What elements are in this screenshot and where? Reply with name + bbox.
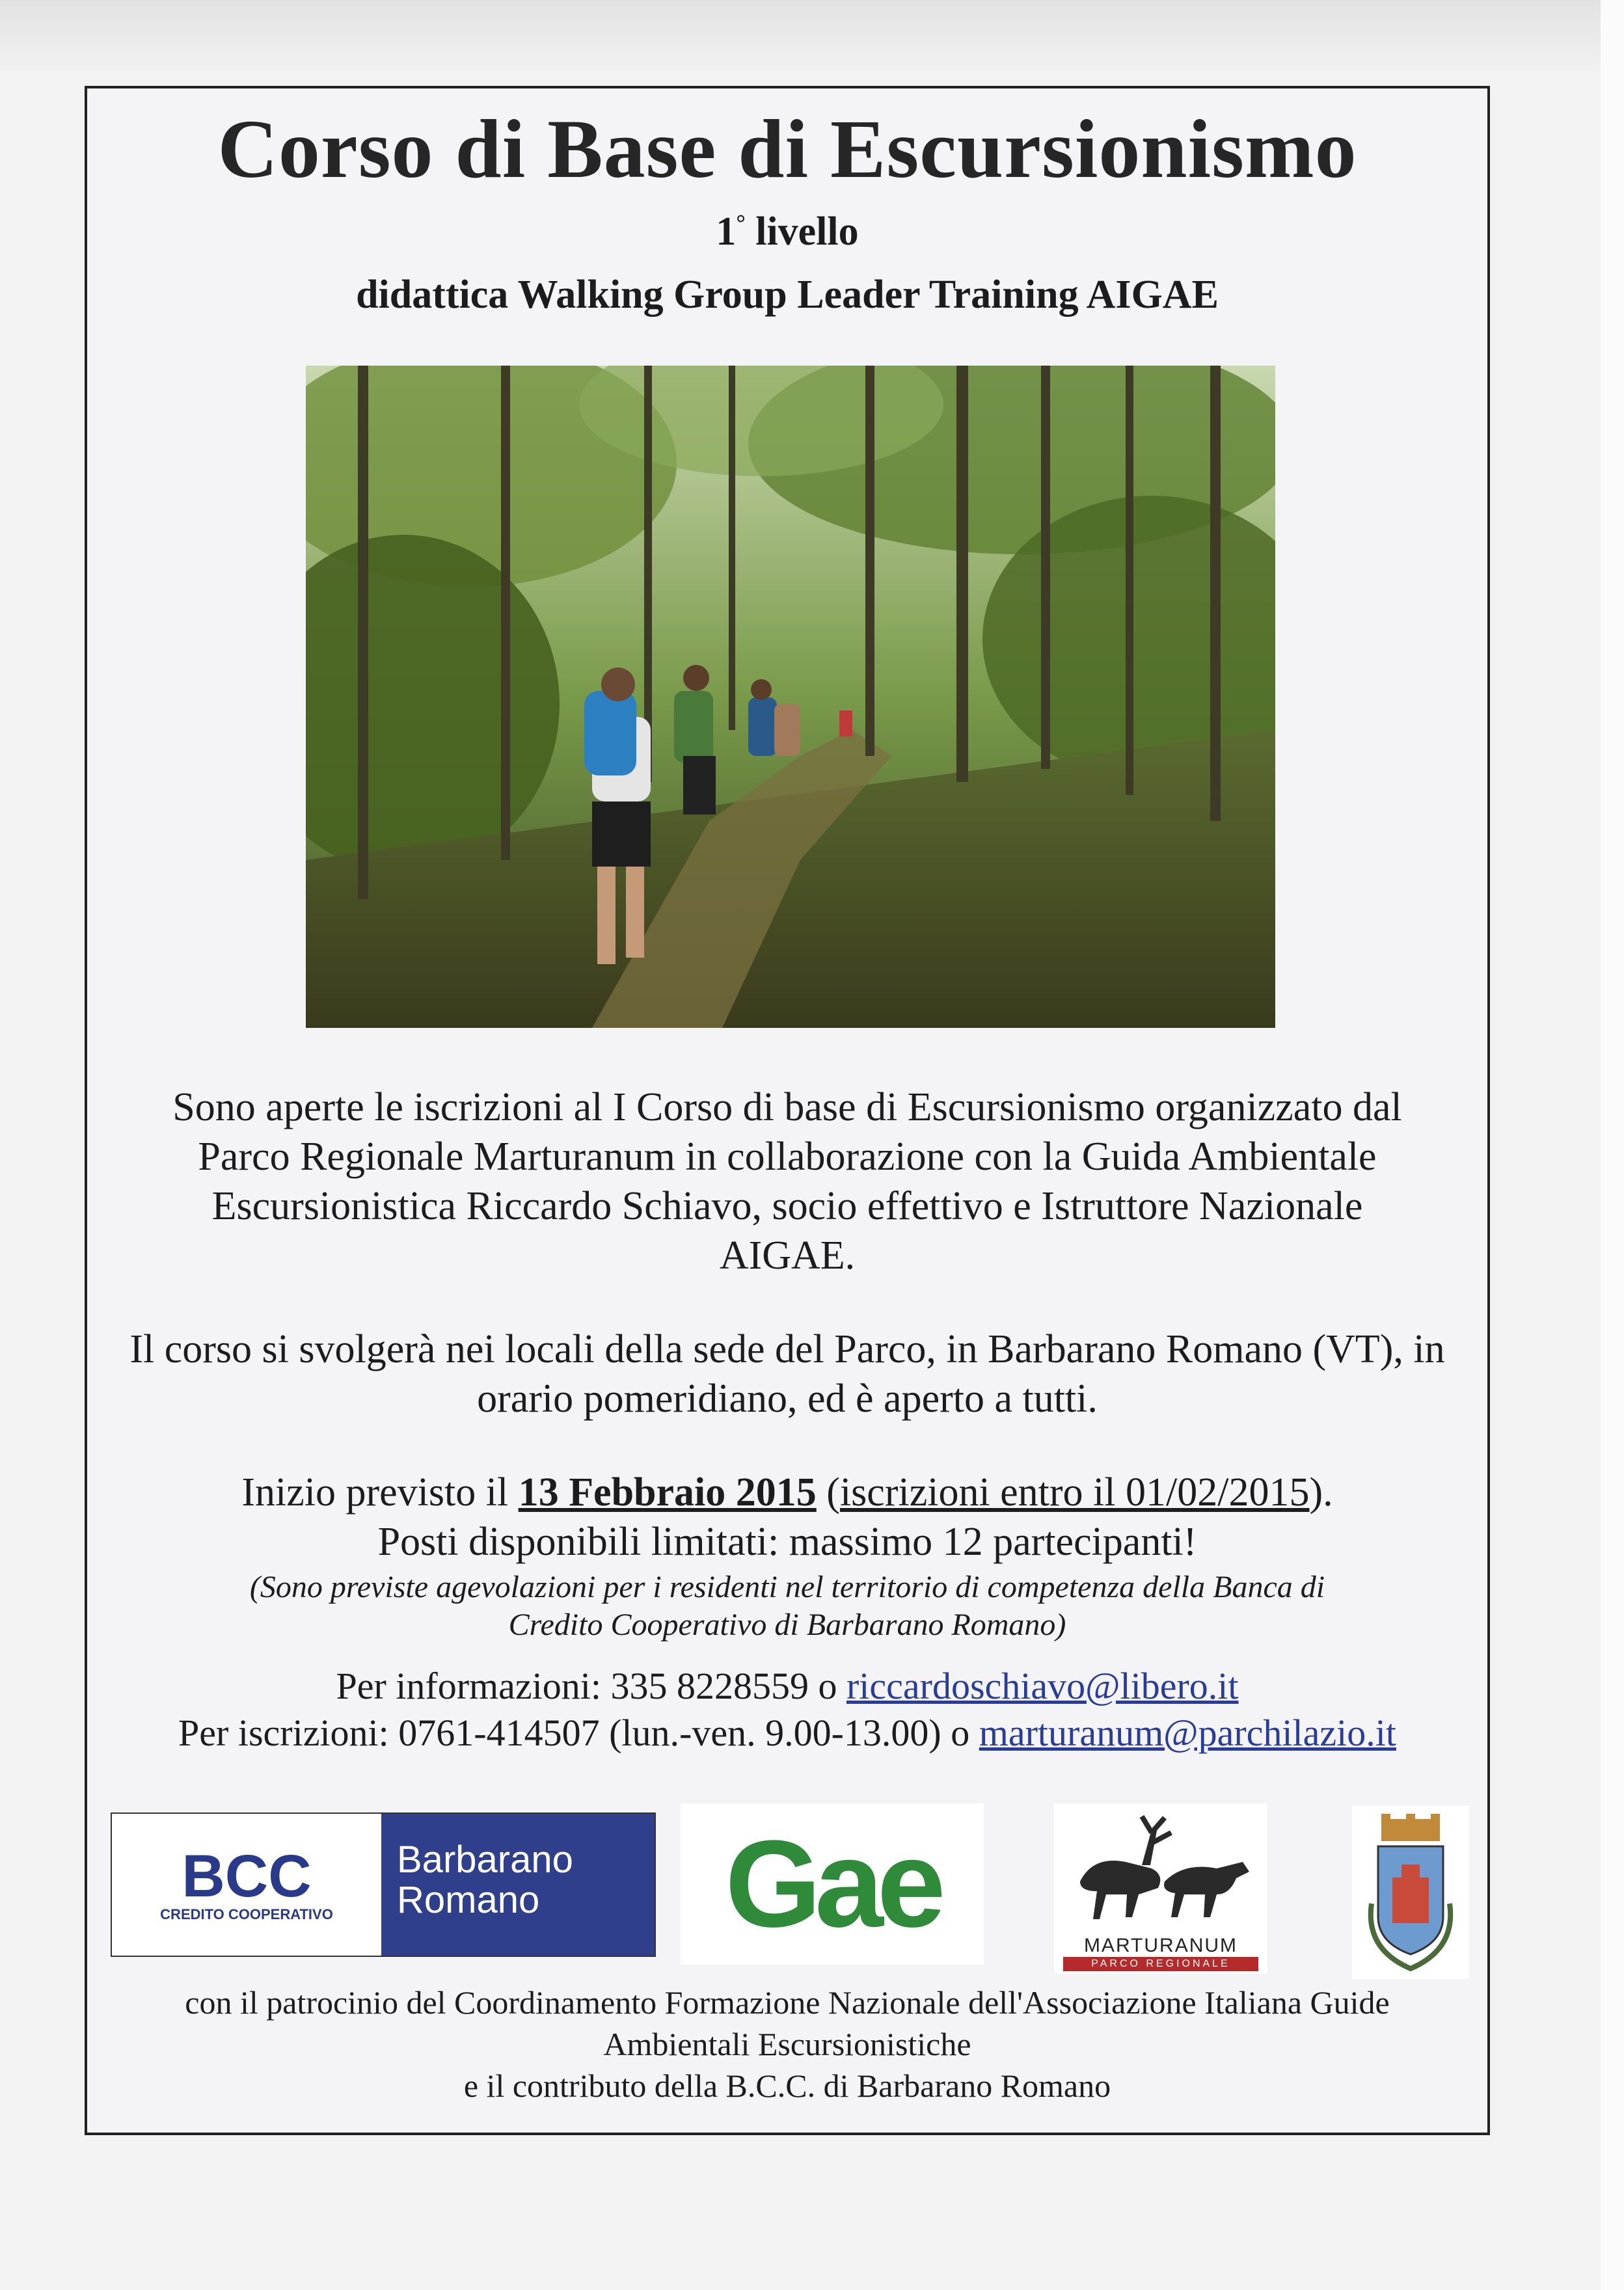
intro-paragraph: Sono aperte le iscrizioni al I Corso di base di Escursionismo organizzato dal Parco Regionale Marturanum in collaborazione con la Guida Ambientale Escursionistica Riccardo Schiavo, socio effettivo e Istruttore Nazionale AIGAE. [172,1085,1402,1278]
deer-wolf-icon [1054,1803,1267,1933]
bcc-town-line1: Barbarano [397,1839,573,1881]
bcc-subtitle: CREDITO COOPERATIVO [160,1906,333,1922]
footer-line-1: con il patrocinio del Coordinamento Formazione Nazionale dell'Associazione Italiana Guide [185,1984,1390,2021]
level-text: livello [755,209,859,254]
footer-line-3: e il contributo della B.C.C. di Barbarano Romano [463,2068,1111,2104]
deadline-open: ( [816,1470,840,1515]
location-paragraph: Il corso si svolgerà nei locali della sede del Parco, in Barbarano Romano (VT), in orario pomeridiano, ed è aperto a tutti. [129,1327,1445,1421]
signup-line [87,1710,1487,1757]
poster-title: Corso di Base di Escursionismo [217,103,1357,195]
poster-subtitle: didattica Walking Group Leader Training AIGAE [356,273,1219,317]
scan-edge-right [1601,0,1624,2290]
patronage-footer [87,1982,1487,2107]
info-email-link[interactable]: riccardoschiavo@libero.it [846,1665,1239,1707]
marturanum-name: MARTURANUM [1083,1935,1238,1956]
seats-info: Posti disponibili limitati: massimo 12 partecipanti! [377,1520,1197,1564]
marturanum-logo [1054,1803,1267,1974]
bcc-town-line2: Romano [397,1879,540,1921]
course-level [87,209,1487,255]
start-info [87,1468,1487,1567]
start-prefix: Inizio previsto il [241,1470,519,1515]
gae-logo [681,1803,984,1965]
bcc-town [381,1814,655,1956]
marturanum-subtitle: PARCO REGIONALE [1063,1957,1258,1971]
bcc-wordmark: BCC [182,1843,312,1909]
signup-prefix: Per iscrizioni: 0761-414507 (lun.-ven. 9.00-13.00) o [178,1712,979,1754]
start-date: 13 Febbraio 2015 [518,1470,817,1515]
scan-shadow-top [0,0,1624,72]
deadline-close: ). [1309,1470,1333,1515]
sponsor-logos [87,1788,1487,1976]
poster-frame [85,86,1490,2135]
level-number: 1 [716,209,737,254]
signup-deadline: iscrizioni entro il 01/02/2015 [839,1470,1310,1515]
barbarano-coat-of-arms [1352,1806,1469,1979]
gae-wordmark: Gae [725,1815,940,1953]
hikers-forest-photo [306,366,1275,1028]
footer-line-2: Ambientali Escursionistiche [603,2026,971,2062]
bcc-logo [111,1812,656,1957]
signup-email-link[interactable]: marturanum@parchilazio.it [979,1712,1396,1754]
contacts-block [87,1663,1487,1757]
start-line [87,1468,1487,1517]
info-line [87,1663,1487,1710]
level-degree: ° [736,209,746,236]
info-prefix: Per informazioni: 335 8228559 o [336,1665,846,1707]
discount-note: (Sono previste agevolazioni per i residenti nel territorio di competenza della Banca di Credito Cooperativo di Barbarano Romano) [249,1570,1325,1642]
coat-of-arms-icon [1352,1806,1469,1979]
bcc-logo-mark [112,1814,381,1956]
